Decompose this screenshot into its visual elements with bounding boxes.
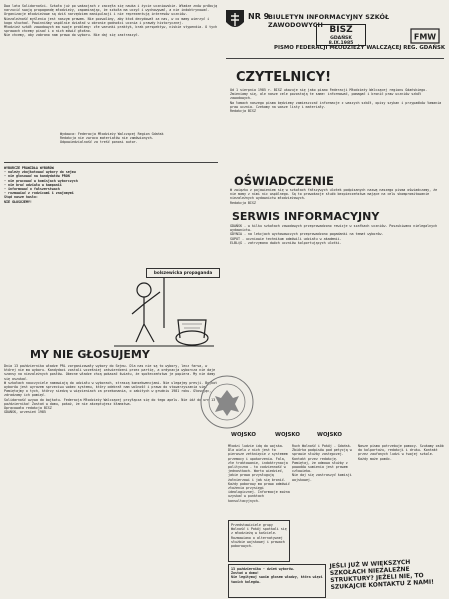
wojsko-label: WOJSKO	[317, 432, 342, 438]
article-wojsko-col2: Ruch Wolność i Pokój - Gdańsk. Zbiórka podpisów pod petycją w sprawie służby zastępczej. Kontakt przez redakcję. Pamiętaj, że odmowa służby z powodów sumienia jest prawem człowieka. Nie daj się zastraszyć komisji wojskowej.	[292, 444, 352, 482]
heading-my-nie-glosujemy: MY NIE GŁOSUJEMY	[30, 348, 150, 361]
handwritten-appeal: JEŚLI JUŻ W WIĘKSZYCH SZKOŁACH NIEZALEŻNE STRUKTURY? JEŻELI NIE, TO SZUKAJCIE KONTAKTU Z NAMI!	[329, 558, 435, 591]
article-oswiadczenie: W związku z pojawieniem się w szkołach fałszywych ulotek podpisanych nazwą naszego pisma oświadczamy, że nie mamy z nimi nic wspólnego. Są to prowokacje służb bezpieczeństwa mające na celu skompromitowanie niezależnych wydawnictw młodzieżowych. Redakcja BISZ	[230, 188, 438, 205]
article-wojsko-col3: Nasze pismo potrzebuje pomocy. Szukamy osób do kolportażu, redakcji i druku. Kontakt przez zaufanych ludzi w twojej szkole. Każdy może pomóc.	[358, 444, 444, 461]
logo-date: GDAŃSK 8.IX.1985	[328, 36, 354, 46]
wojsko-header-row	[225, 432, 445, 442]
fmw-logo-text: FMW	[413, 32, 437, 42]
election-box-text: 13 października - dzień wyborów. Zostań w domu! Nie legitymuj swoim głosem władzy, która więzi twoich kolegów.	[231, 567, 323, 584]
bisz-logo	[316, 24, 366, 46]
article-czytelnicy: Od 1 sierpnia 1985 r. BISZ ukazuje się jako pismo Federacji Młodzieży Walczącej regionu Gdańskiego. Zmieniamy się, ale nasze cele pozostają te same: informować, pomagać i bronić praw uczniów szkół zawodowych. Na łamach naszego pisma będziemy zamieszczać informacje z waszych szkół, opisy szykan i przypadków łamania praw ucznia. Czekamy na wasze listy i materiały. Redakcja BISZ	[230, 88, 442, 114]
logo-text: BISZ	[329, 25, 353, 35]
heading-serwis-informacyjny: SERWIS INFORMACYJNY	[232, 210, 380, 223]
heading-czytelnicy: CZYTELNICY!	[236, 70, 332, 85]
masthead	[222, 4, 446, 54]
heading-oswiadczenie: OŚWIADCZENIE	[234, 174, 334, 188]
notice-box-text: Przedstawiciele grupy Wolność i Pokój spotkali się z młodzieżą w kościele. Rozmawiano o alternatywnej służbie wojskowej i prawach poborowych.	[231, 523, 289, 549]
article-left-bottom: Dnia 13 października władze PRL zorganizowały wybory do Sejmu. Dla nas nie są to wybory, lecz farsa, w której nie ma wyboru. Kandydaci zostali wcześniej zatwierdzeni przez partię, a ordynacja wyborcza nie daje szansy na niezależnych posłów. Obecne władze chcą pokazać światu, że społeczeństwo je popiera. My nie damy się oszukać. W szkołach nauczyciele namawiają do udziału w wyborach, straszą konsekwencjami. Nie ulegajmy presji. Bojkot wyborów jest wyrazem sprzeciwu wobec systemu, który odebrał nam wolność i prawo do stowarzyszania się. Pamiętajmy o tych, którzy siedzą w więzieniach za przekonania, o zabitych w grudniu 1981 roku. Głosując, zdradzamy ich pamięć. Solidarność wzywa do bojkotu. Federacja Młodzieży Walczącej przyłącza się do tego apelu. Nie idź do urn 13 października! Zostań w domu, pokaż, że nie akceptujesz kłamstwa. Opracowała redakcja BISZ GDAŃSK, wrzesień 1985	[4, 364, 218, 415]
publisher-note: Wydawca: Federacja Młodzieży Walczącej Region Gdańsk Redakcja nie zwraca materiałów nie zamówionych. Odpowiedzialność za treść ponosi autor.	[60, 132, 164, 145]
notice-box	[228, 520, 290, 562]
article-wojsko-col1: Młodzi ludzie idą do wojska. Dla wielu z nich jest to pierwsze zetknięcie z systemem przemocy i upokorzenia. Fala, złe traktowanie, indoktrynacja polityczna - to codzienność w jednostkach. Warto wiedzieć, jakie prawa przysługują żołnierzowi i jak się bronić. Każdy poborowy ma prawo odmówić złożenia przysięgi ideologicznej. Informacje można uzyskać w punktach konsultacyjnych.	[228, 444, 290, 503]
wojsko-label: WOJSKO	[231, 432, 256, 438]
election-box	[228, 564, 326, 598]
library-stamp-icon	[199, 374, 255, 430]
cartoon-illustration	[104, 268, 220, 350]
election-rules-list: WYBORCZE PRAWIDŁA WYBORÓW - należy zbojkotować wybory do sejmu - nie głosować na kandydatów PRON - nie pracować w komisjach wyborczych - nie brać udziału w kampanii - informować o fałszerstwach - rozmawiać z rodzicami i znajomymi Stąd nasze hasło: NIE GŁOSUJEMY!	[4, 166, 78, 204]
divider	[226, 58, 444, 59]
article-left-top: Dwa lata Solidarności. Szkoła już po wakacjach z zaczęła się nauka i życie uczniowskie. Władze znów próbują narzucić swoją propagandę młodzieży, zapominając, że szkoła ma uczyć i wychowywać, a nie indoktrynować. Organizacje młodzieżowe są dziś narzędziem manipulacji i nie reprezentują interesów uczniów. Niezależność myślenia jest naszym prawem. Nie pozwolimy, aby ktoś decydował za nas, w co mamy wierzyć i kogo słuchać. Powinniśmy wspólnie działać w obronie godności ucznia i prawdy historycznej. Młodzież szkół zawodowych ma swoje problemy: złe warunki praktyk, brak perspektyw, niskie stypendia. O tych sprawach chcemy pisać i o nich mówić głośno. Nie chcemy, aby zabrano nam prawo do wyboru. Nie daj się zastraszyć.	[4, 4, 218, 38]
article-serwis: GDAŃSK - w kilku szkołach zawodowych przeprowadzono rewizje w szafkach uczniów. Poszukiwano nielegalnych wydawnictw. GDYNIA - na lekcjach wychowawczych przeprowadzono pogadanki na temat wyborów. SOPOT - uczniowie technikum odmówili udziału w akademii. ELBLĄG - zatrzymano dwóch uczniów kolportujących ulotki.	[230, 224, 438, 245]
fmw-logo-icon	[410, 28, 440, 44]
masthead-subtitle: PISMO FEDERACJI MŁODZIEŻY WALCZĄCEJ REG. GDAŃSK	[274, 45, 446, 51]
masthead-title: BIULETYN INFORMACYJNY SZKÓŁ ZAWODOWYCH	[268, 13, 390, 29]
gdansk-crest-icon	[224, 8, 246, 32]
issue-number: NR 9	[248, 12, 270, 21]
cartoon-placard: bolszewicka propaganda	[146, 268, 220, 278]
divider	[4, 162, 218, 163]
wojsko-label: WOJSKO	[275, 432, 300, 438]
